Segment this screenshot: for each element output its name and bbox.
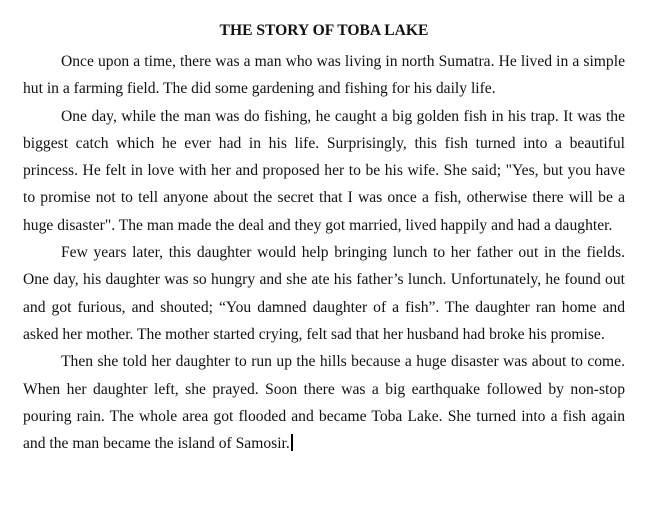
paragraph-4 bbox=[23, 348, 625, 457]
text-cursor bbox=[291, 434, 293, 451]
paragraph-3: Few years later, this daughter would help bringing lunch to her father out in the fields. One day, his daughter was so hungry and she ate his father’s lunch. Unfortunately, he found out and got furious, and shouted; “You damned daughter of a fish”. The daughter ran home and asked her mother. The mother started crying, felt sad that her husband had broke his promise. bbox=[23, 244, 625, 343]
paragraph-4-text: Then she told her daughter to run up the hills because a huge disaster was about to come. When her daughter left, she prayed. Soon there was a big earthquake followed by non-stop pouring rain. The whole area got flooded and became Toba Lake. She turned into a fish again and the man became the island of Samosir. bbox=[23, 353, 625, 453]
document-title: THE STORY OF TOBA LAKE bbox=[219, 22, 429, 39]
paragraph-2: One day, while the man was do fishing, he caught a big golden fish in his trap. It was the biggest catch which he ever had in his life. Surprisingly, this fish turned into a beautiful princess. He felt in love with her and proposed her to be his wife. She said; "Yes, but you have to promise not to tell anyone about the secret that I was once a fish, otherwise there will be a huge disaster". The man made the deal and they got married, lived happily and had a daughter. bbox=[23, 107, 625, 234]
document-body[interactable] bbox=[23, 18, 625, 457]
paragraph-1: Once upon a time, there was a man who was living in north Sumatra. He lived in a simple hut in a farming field. The did some gardening and fishing for his daily life. bbox=[23, 53, 625, 98]
